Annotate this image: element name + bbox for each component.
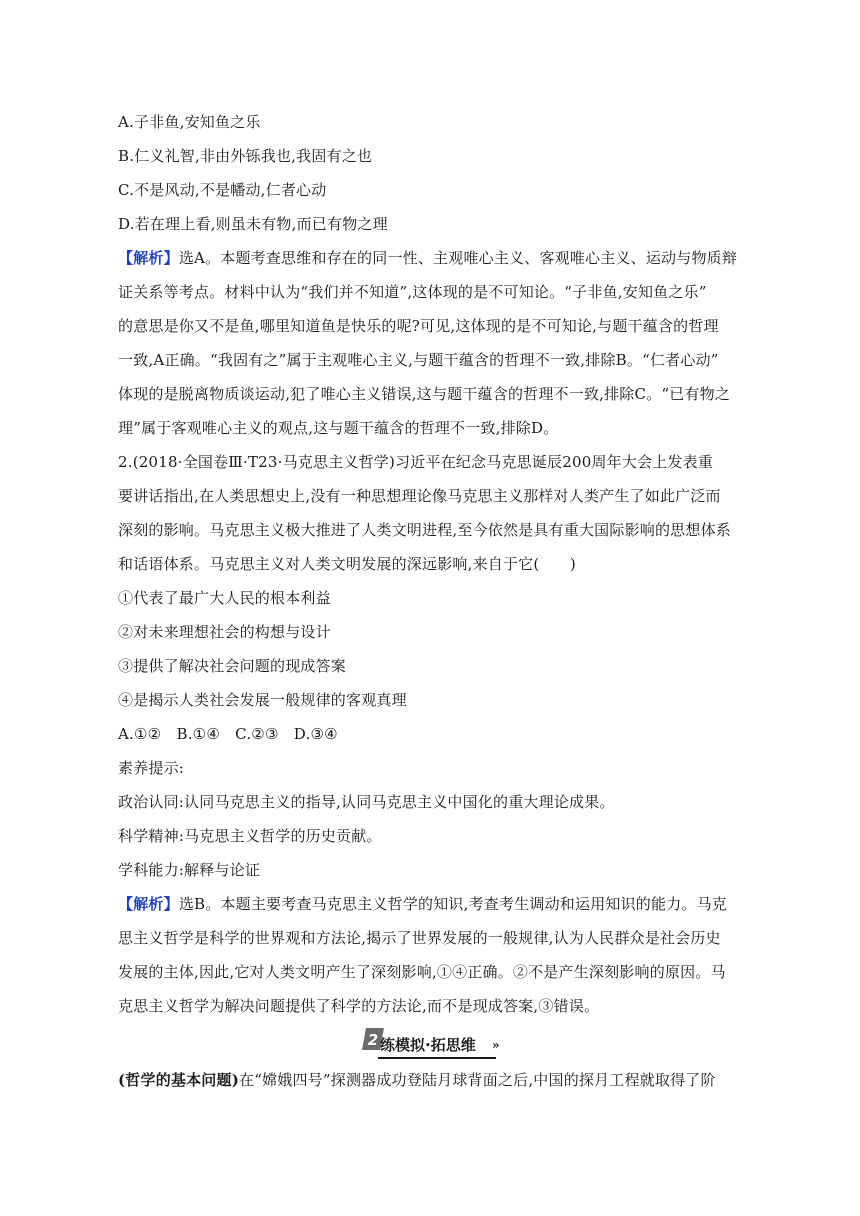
statement-3: ③提供了解决社会问题的现成答案 [118,657,347,675]
analysis-line: 体现的是脱离物质谈运动,犯了唯心主义错误,这与题干蕴含的哲理不一致,排除C。“已有物之 [118,385,731,403]
analysis-line: 的意思是你又不是鱼,哪里知道鱼是快乐的呢?可见,这体现的是不可知论,与题干蕴含的哲理 [118,317,719,335]
question-3-stem [118,1070,758,1090]
option-c: C.不是风动,不是幡动,仁者心动 [118,181,327,199]
statement-1: ①代表了最广大人民的根本利益 [118,589,331,607]
section-title: 练模拟·拓思维 [380,1036,476,1054]
analysis-text: 选A。本题考查思维和存在的同一性、主观唯心主义、客观唯心主义、运动与物质辩 [178,249,738,267]
answer-choices: A.①② B.①④ C.②③ D.③④ [118,725,338,743]
literacy-heading: 素养提示: [118,759,185,777]
analysis-line: 克思主义哲学为解决问题提供了科学的方法论,而不是现成答案,③错误。 [118,997,600,1015]
literacy-science: 科学精神:马克思主义哲学的历史贡献。 [118,827,382,845]
question-2-stem: 2.(2018·全国卷Ⅲ·T23·马克思主义哲学)习近平在纪念马克思诞辰200周年大会上发表重 [118,453,714,471]
analysis-paragraph-1 [118,248,758,268]
section-number: 2 [367,1031,379,1049]
option-b: B.仁义礼智,非由外铄我也,我固有之也 [118,147,373,165]
analysis-tag: 【解析】 [118,249,179,267]
option-d: D.若在理上看,则虽未有物,而已有物之理 [118,215,388,233]
statement-2: ②对未来理想社会的构想与设计 [118,623,331,641]
analysis-paragraph-2 [118,894,758,914]
analysis-line: 理”属于客观唯心主义的观点,这与题干蕴含的哲理不一致,排除D。 [118,419,559,437]
question-2-stem: 和话语体系。马克思主义对人类文明发展的深远影响,来自于它( ) [118,555,576,573]
analysis-text: 选B。本题主要考查马克思主义哲学的知识,考查考生调动和运用知识的能力。马克 [178,895,728,913]
question-text: 在“嫦娥四号”探测器成功登陆月球背面之后,中国的探月工程就取得了阶 [239,1071,716,1089]
statement-4: ④是揭示人类社会发展一般规律的客观真理 [118,691,407,709]
analysis-line: 发展的主体,因此,它对人类文明产生了深刻影响,①④正确。②不是产生深刻影响的原因。马 [118,963,726,981]
option-a: A.子非鱼,安知鱼之乐 [118,113,261,131]
literacy-political: 政治认同:认同马克思主义的指导,认同马克思主义中国化的重大理论成果。 [118,793,615,811]
analysis-line: 一致,A正确。“我固有之”属于主观唯心主义,与题干蕴含的哲理不一致,排除B。“仁者心动” [118,351,719,369]
analysis-tag: 【解析】 [118,895,179,913]
literacy-ability: 学科能力:解释与论证 [118,861,261,879]
banner-underline [378,1057,496,1059]
analysis-line: 思主义哲学是科学的世界观和方法论,揭示了世界发展的一般规律,认为人民群众是社会历史 [118,929,721,947]
question-2-stem: 要讲话指出,在人类思想史上,没有一种思想理论像马克思主义那样对人类产生了如此广泛而 [118,487,721,505]
analysis-line: 证关系等考点。材料中认为“我们并不知道”,这体现的是不可知论。“子非鱼,安知鱼之乐” [118,283,707,301]
chevron-right-icon: » [492,1038,500,1052]
question-topic: (哲学的基本问题) [118,1071,239,1089]
question-2-stem: 深刻的影响。马克思主义极大推进了人类文明进程,至今依然是具有重大国际影响的思想体系 [118,521,731,539]
section-banner [362,1026,512,1060]
